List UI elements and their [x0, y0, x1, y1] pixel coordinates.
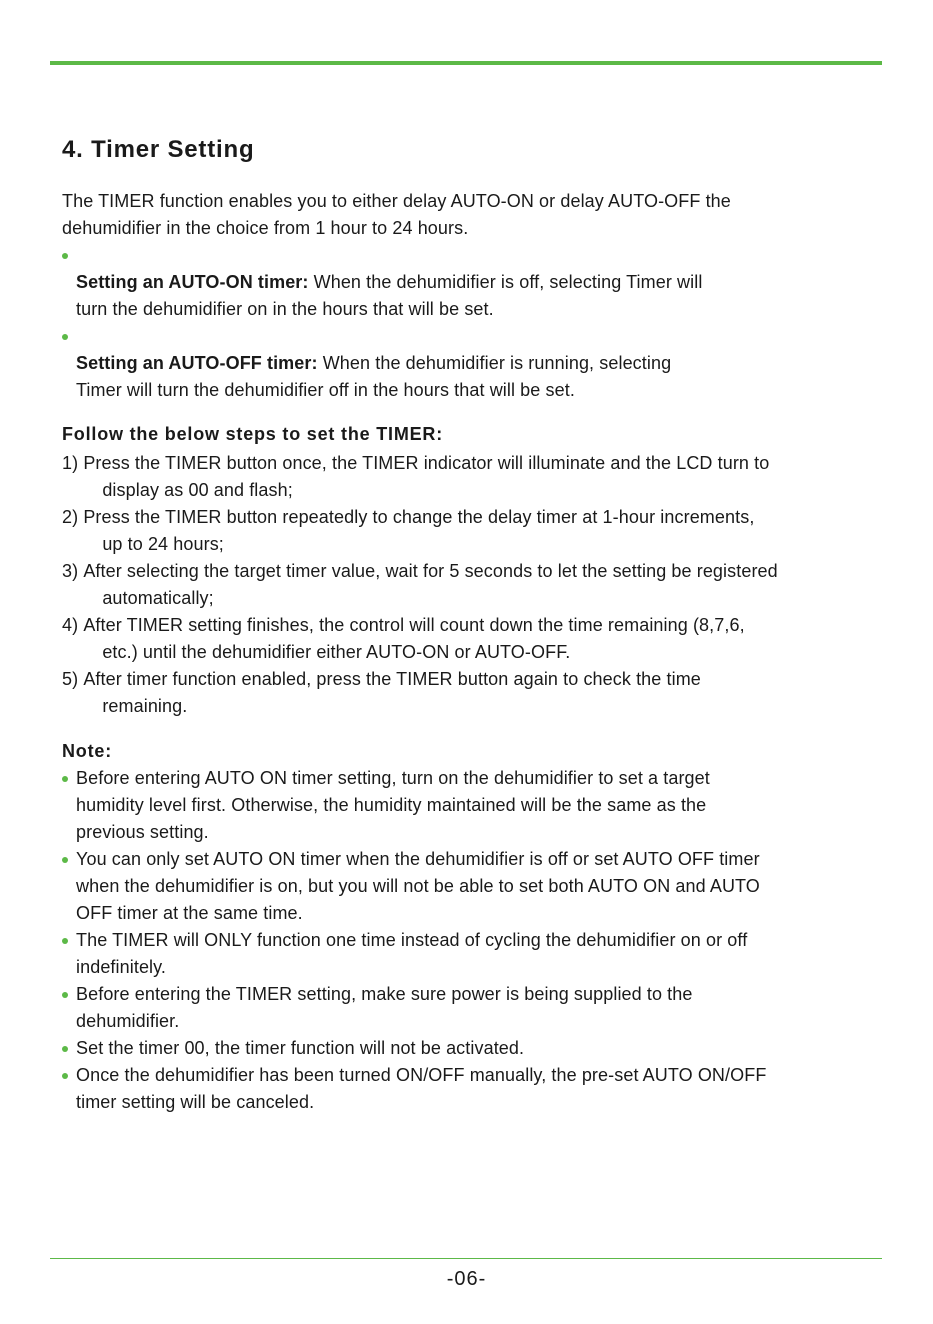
list-item [62, 323, 892, 404]
list-item [62, 1062, 892, 1116]
page-content [62, 135, 892, 1116]
list-item [62, 765, 892, 846]
list-item [62, 1035, 892, 1062]
step-continuation: display as 00 and flash; [102, 480, 293, 500]
bullet-dot-icon [62, 1046, 68, 1052]
header-divider [50, 61, 882, 65]
step-continuation: up to 24 hours; [102, 534, 224, 554]
step-line: After TIMER setting finishes, the control will count down the time remaining (8,7,6, [83, 615, 745, 635]
note-text: Before entering the TIMER setting, make sure power is being supplied to the dehumidifier. [76, 984, 693, 1031]
page-number: -06- [446, 1268, 487, 1290]
list-item [62, 504, 892, 558]
step-line: After selecting the target timer value, wait for 5 seconds to let the setting be registered [83, 561, 778, 581]
bullet-dot-icon [62, 253, 68, 259]
section-title: 4. Timer Setting [62, 136, 255, 163]
bullet-dot-icon [62, 776, 68, 782]
step-continuation: automatically; [102, 588, 214, 608]
note-text: Before entering AUTO ON timer setting, turn on the dehumidifier to set a target humidity level first. Otherwise, the humidity maintained will be the same as the previous setting. [76, 768, 710, 842]
bullet-lead: Setting an AUTO-ON timer: [76, 272, 309, 292]
step-continuation: remaining. [102, 696, 188, 716]
step-number: 3) [62, 561, 84, 581]
list-item [62, 666, 892, 720]
step-number: 5) [62, 669, 84, 689]
step-text [83, 666, 701, 720]
intro-paragraph: The TIMER function enables you to either delay AUTO-ON or delay AUTO-OFF the dehumidifier in the choice from 1 hour to 24 hours. [62, 191, 731, 238]
note-text: You can only set AUTO ON timer when the dehumidifier is off or set AUTO OFF timer when the dehumidifier is on, but you will not be able to set both AUTO ON and AUTO OFF timer at the same time. [76, 849, 760, 923]
timer-mode-list [62, 242, 892, 404]
step-text [83, 504, 754, 558]
list-item [62, 558, 892, 612]
list-item [62, 927, 892, 981]
note-text: Once the dehumidifier has been turned ON/OFF manually, the pre-set AUTO ON/OFF timer setting will be canceled. [76, 1065, 767, 1112]
note-heading: Note: [62, 741, 112, 761]
list-item [62, 981, 892, 1035]
bullet-dot-icon [62, 334, 68, 340]
note-text: The TIMER will ONLY function one time instead of cycling the dehumidifier on or off indefinitely. [76, 930, 748, 977]
bullet-dot-icon [62, 857, 68, 863]
step-line: Press the TIMER button once, the TIMER indicator will illuminate and the LCD turn to [83, 453, 770, 473]
step-text [83, 558, 777, 612]
steps-list [62, 450, 892, 720]
bullet-text: When the dehumidifier is running, selecting Timer will turn the dehumidifier off in the hours that will be set. [76, 353, 672, 400]
bullet-dot-icon [62, 1073, 68, 1079]
step-continuation: etc.) until the dehumidifier either AUTO-ON or AUTO-OFF. [102, 642, 571, 662]
list-item [62, 242, 892, 323]
step-text [83, 450, 769, 504]
list-item [62, 612, 892, 666]
step-line: Press the TIMER button repeatedly to change the delay timer at 1-hour increments, [83, 507, 755, 527]
notes-list [62, 765, 892, 1116]
bullet-text: When the dehumidifier is off, selecting Timer will turn the dehumidifier on in the hours that will be set. [76, 272, 703, 319]
bullet-dot-icon [62, 992, 68, 998]
step-text [83, 612, 744, 666]
bullet-dot-icon [62, 938, 68, 944]
list-item [62, 450, 892, 504]
footer-divider [50, 1258, 882, 1259]
list-item [62, 846, 892, 927]
step-number: 2) [62, 507, 84, 527]
steps-heading: Follow the below steps to set the TIMER: [62, 424, 444, 444]
step-line: After timer function enabled, press the TIMER button again to check the time [83, 669, 701, 689]
step-number: 4) [62, 615, 84, 635]
note-text: Set the timer 00, the timer function will not be activated. [76, 1038, 525, 1058]
step-number: 1) [62, 453, 84, 473]
bullet-lead: Setting an AUTO-OFF timer: [76, 353, 318, 373]
